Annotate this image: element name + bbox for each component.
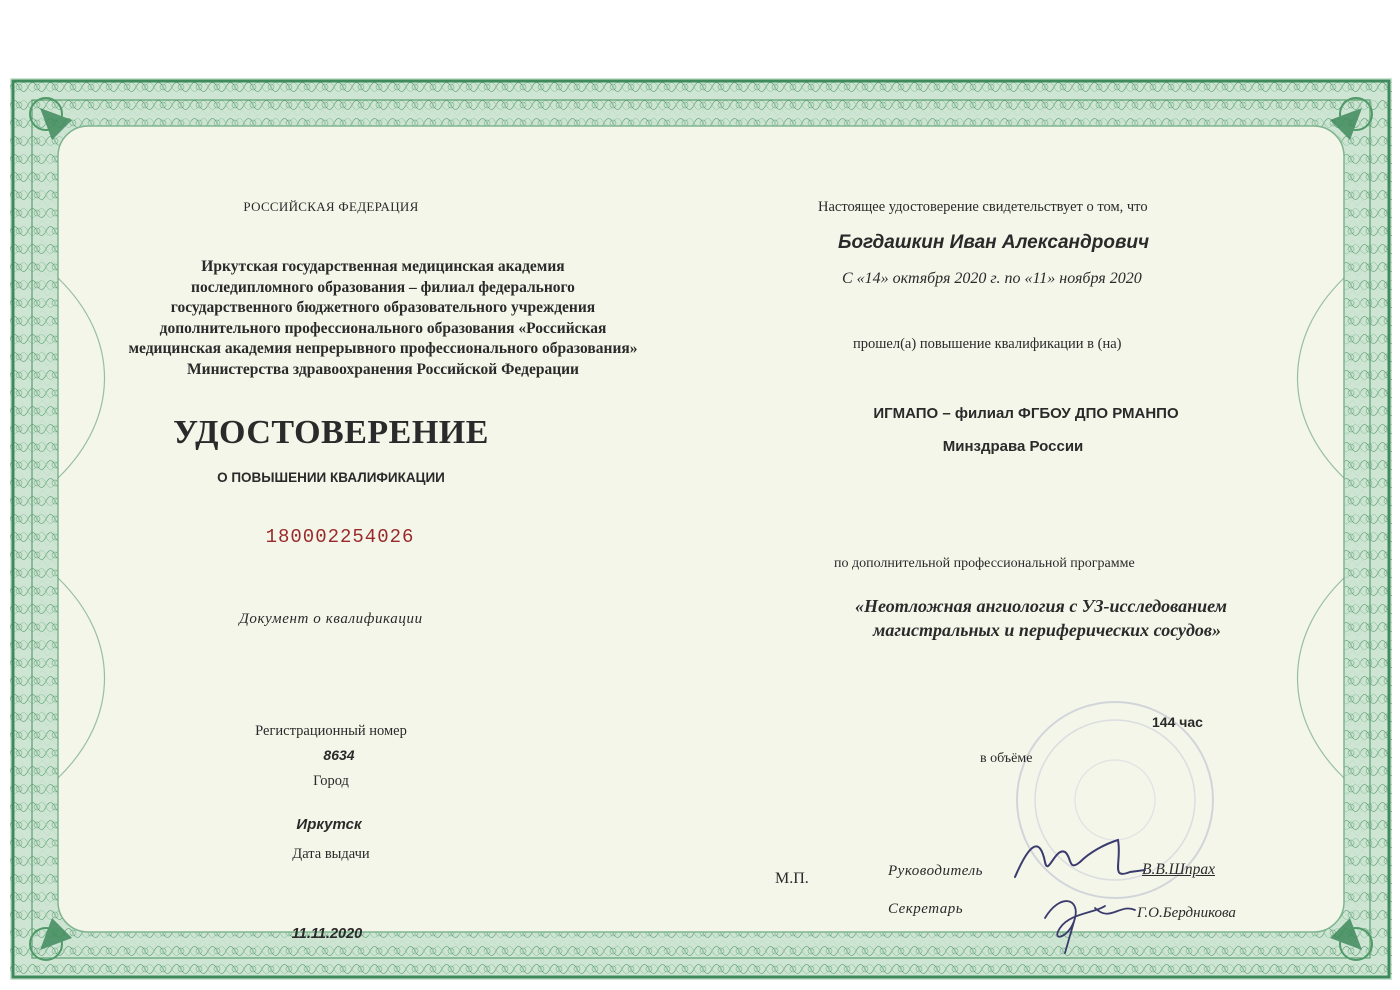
completion-statement: прошел(а) повышение квалификации в (на) [853,336,1122,352]
program-title-line1: «Неотложная ангиология с УЗ-исследованием [855,596,1227,616]
city-label: Город [313,773,349,789]
organization-name [128,257,637,380]
hours-value: 144 час [1152,714,1203,730]
issue-date-value: 11.11.2020 [291,926,363,942]
org-line: Иркутская государственная медицинская академия [201,258,565,275]
program-title-line2: магистральных и периферических сосудов» [873,620,1221,640]
document-subtitle: О ПОВЫШЕНИИ КВАЛИФИКАЦИИ [217,470,445,485]
org-line: Министерства здравоохранения Российской Федерации [187,360,579,378]
program-label: по дополнительной профессиональной программе [834,556,1135,571]
document-type: Документ о квалификации [239,611,423,627]
holder-full-name: Богдашкин Иван Александрович [838,232,1150,253]
certificate-intro: Настоящее удостоверение свидетельствует о том, что [818,199,1148,215]
head-signature [1010,832,1150,892]
secretary-label: Секретарь [888,901,964,917]
head-label: Руководитель [888,863,983,879]
city-value: Иркутск [296,816,362,833]
secretary-signature [1035,888,1145,958]
training-period: С «14» октября 2020 г. по «11» ноября 2020 [842,270,1142,287]
secretary-name: Г.О.Бердникова [1137,905,1236,921]
document-title: УДОСТОВЕРЕНИЕ [173,414,489,451]
issue-date-label: Дата выдачи [292,846,370,862]
org-line: дополнительного профессионального образования «Российская [159,319,607,337]
registration-number-value: 8634 [323,747,355,763]
stamp-place-label: М.П. [775,870,809,887]
org-line: последипломного образования – филиал федерального [191,278,575,296]
org-line: государственного бюджетного образовательного учреждения [170,299,596,316]
volume-label: в объёме [980,751,1033,766]
org-line: медицинская академия непрерывного профессионального образования» [128,340,638,357]
country-label: РОССИЙСКАЯ ФЕДЕРАЦИЯ [243,199,419,214]
serial-number: 180002254026 [265,526,415,548]
institution-ministry: Минздрава России [942,438,1084,455]
institution-name: ИГМАПО – филиал ФГБОУ ДПО РМАНПО [873,405,1179,422]
head-name: В.В.Шпрах [1142,861,1215,878]
registration-number-label: Регистрационный номер [255,723,407,739]
